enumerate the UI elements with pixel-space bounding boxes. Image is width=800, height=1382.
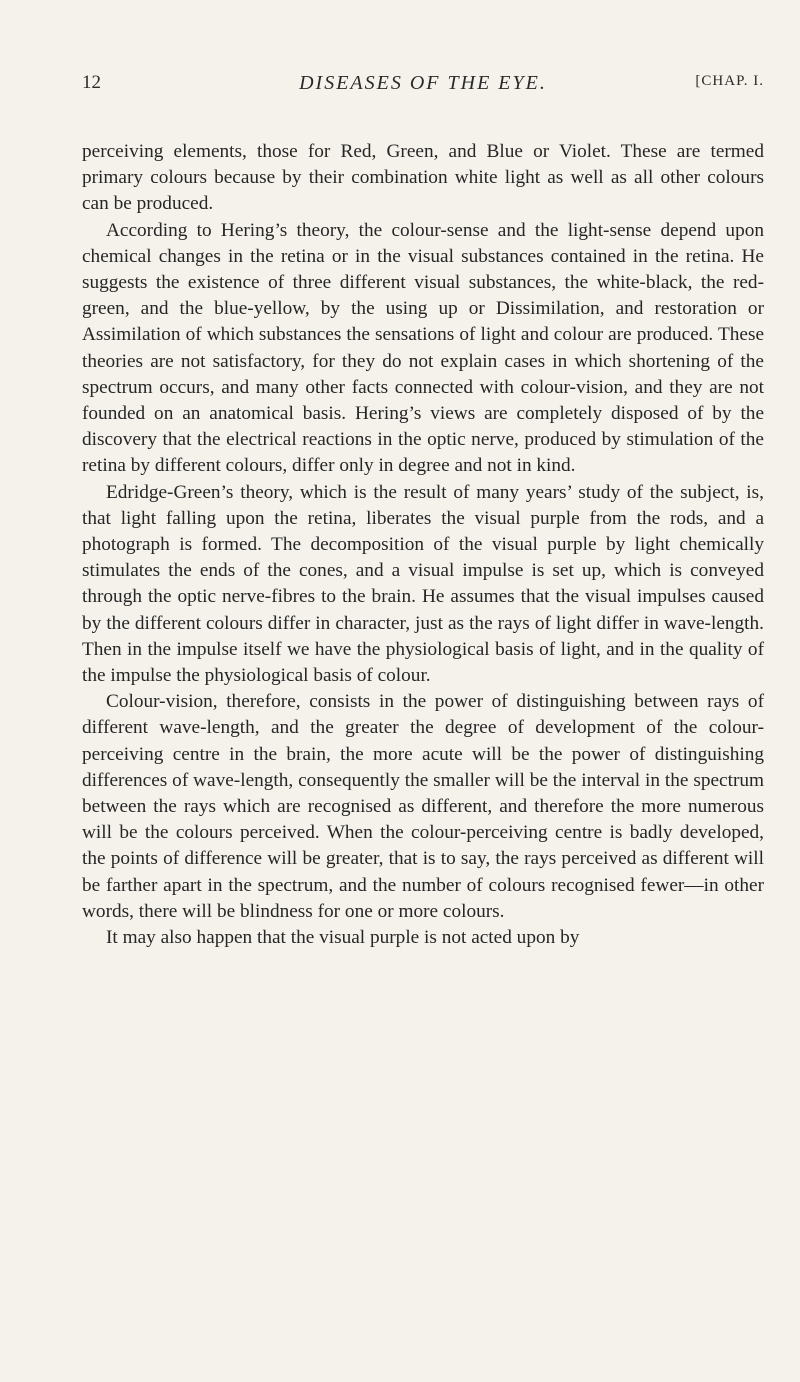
paragraph-colour-vision: Colour-vision, therefore, consists in the power of distinguishing between rays of different wave-length, and the greater the degree of development of the colour-perceiving centre in the brain, the more acute will be the power of distinguishing differences of wave-length, consequently the smaller will be the interval in the spectrum between the rays which are recognised as different, and therefore the more numerous will be the colours perceived. When the colour-perceiving centre is badly developed, the points of difference will be greater, that is to say, the rays perceived as different will be farther apart in the spectrum, and the number of colours recognised fewer—in other words, there will be blindness for one or more colours.	[82, 691, 764, 922]
paragraph-visual-purple: It may also happen that the visual purple is not acted upon by	[106, 927, 580, 949]
chapter-reference: [CHAP. I.	[695, 73, 764, 89]
page-header	[82, 72, 764, 112]
paragraph-hering-theory: According to Hering’s theory, the colour-sense and the light-sense depend upon chemical changes in the retina or in the visual substances contained in the retina. He suggests the existence of three different visual substances, the white-black, the red-green, and the blue-yellow, by the using up or Dissimilation, and restoration or Assimilation of which substances the sensations of light and colour are produced. These theories are not satisfactory, for they do not explain cases in which shortening of the spectrum occurs, and many other facts connected with colour-vision, and they are not founded on an anatomical basis. Hering’s views are completely disposed of by the discovery that the electrical reactions in the optic nerve, produced by stimulation of the retina by different colours, differ only in degree and not in kind.	[82, 219, 764, 477]
page-number: 12	[82, 72, 101, 93]
paragraph-continued: perceiving elements, those for Red, Green, and Blue or Violet. These are termed primary colours because by their combination white light as well as all other colours can be produced.	[82, 141, 764, 215]
paragraph-edridge-green-theory: Edridge-Green’s theory, which is the result of many years’ study of the subject, is, that light falling upon the retina, liberates the visual purple from the rods, and a photograph is formed. The decomposition of the visual purple by light chemically stimulates the ends of the cones, and a visual impulse is set up, which is conveyed through the optic nerve-fibres to the brain. He assumes that the visual impulses caused by the different colours differ in character, just as the rays of light differ in wave-length. Then in the impulse itself we have the physiological basis of light, and in the quality of the impulse the physiological basis of colour.	[82, 481, 764, 687]
body-text	[82, 139, 764, 951]
running-title: DISEASES OF THE EYE.	[299, 72, 547, 94]
